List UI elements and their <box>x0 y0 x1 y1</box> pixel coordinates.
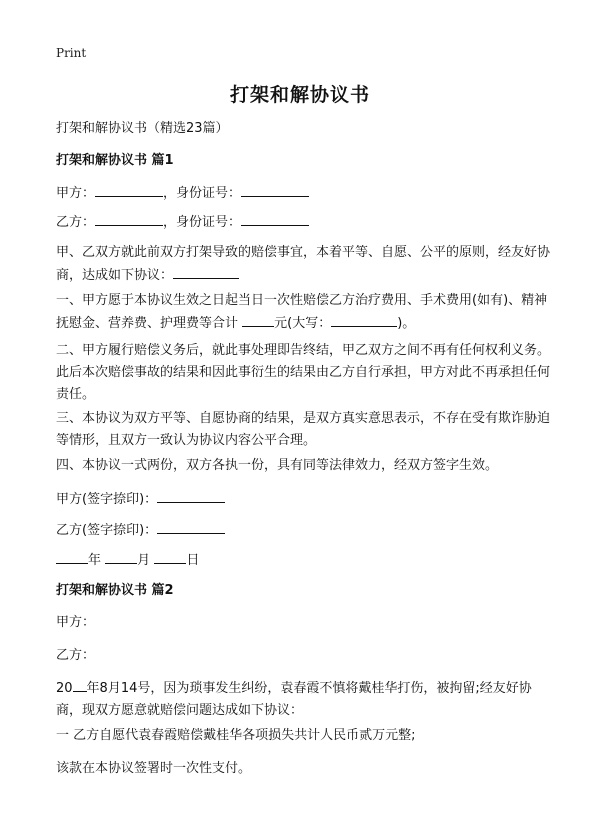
signature-b-line <box>56 519 556 542</box>
clause-3: 三、本协议为双方平等、自愿协商的结果，是双方真实意思表示，不存在受有欺诈胁迫等情形，且双方一致认为协议内容公平合理。 <box>56 411 551 448</box>
section2-party-b: 乙方： <box>56 648 96 663</box>
month-blank <box>105 549 137 564</box>
day-blank <box>154 549 186 564</box>
subtitle: 打架和解协议书（精选23篇） <box>56 121 229 136</box>
section2-party-a: 甲方： <box>56 615 96 630</box>
intro-blank <box>173 264 239 279</box>
party-b-line <box>56 211 556 234</box>
party-a-id-blank <box>241 182 309 197</box>
section2-paragraph-2: 一 乙方自愿代袁春霞赔偿戴桂华各项损失共计人民币贰万元整; <box>56 728 416 743</box>
party-a-label: 甲方： <box>56 186 96 201</box>
amount-words-blank <box>331 312 397 327</box>
party-a-id-label: ，身份证号： <box>163 186 242 201</box>
party-b-id-blank <box>241 211 309 226</box>
date-prefix: 20 <box>56 681 73 696</box>
clause-1-amount-label: 元(大写： <box>274 316 332 331</box>
day-label: 日 <box>186 553 200 568</box>
clause-4: 四、本协议一式两份，双方各执一份，具有同等法律效力，经双方签字生效。 <box>56 458 499 473</box>
intro-text: 甲、乙双方就此前双方打架导致的赔偿事宜，本着平等、自愿、公平的原则，经友好协商，达成如下协议： <box>56 245 551 283</box>
page-title: 打架和解协议书 <box>229 84 370 106</box>
signature-b-label: 乙方(签字捺印)： <box>56 523 158 538</box>
clause-1 <box>56 290 556 335</box>
year-label: 年 <box>88 553 102 568</box>
party-b-blank <box>95 211 163 226</box>
clause-1-end: )。 <box>397 316 416 331</box>
section2-paragraph-3: 该款在本协议签署时一次性支付。 <box>56 761 252 776</box>
print-link[interactable]: Print <box>56 46 87 60</box>
section2-paragraph-1 <box>56 677 556 722</box>
date-year-blank <box>73 677 87 692</box>
party-a-blank <box>95 182 163 197</box>
clause-1-text: 一、甲方愿于本协议生效之日起当日一次性赔偿乙方治疗费用、手术费用(如有)、精神抚慰金、营养费、护理费等合计 <box>56 293 548 331</box>
party-a-line <box>56 182 556 205</box>
signature-a-blank <box>157 488 225 503</box>
signature-b-blank <box>157 519 225 534</box>
section2-para1-text: 年8月14号，因为琐事发生纠纷，袁春霞不慎将戴桂华打伤，被拘留;经友好协商，现双方愿意就赔偿问题达成如下协议： <box>56 681 532 718</box>
clause-2: 二、甲方履行赔偿义务后，就此事处理即告终结，甲乙双方之间不再有任何权利义务。此后本次赔偿事故的结果和因此事衍生的结果由乙方自行承担，甲方对此不再承担任何责任。 <box>56 343 551 402</box>
amount-blank <box>242 312 274 327</box>
month-label: 月 <box>137 553 151 568</box>
section2-heading: 打架和解协议书 篇2 <box>56 583 174 598</box>
signature-a-label: 甲方(签字捺印)： <box>56 492 158 507</box>
signature-a-line <box>56 488 556 511</box>
year-blank <box>56 549 88 564</box>
party-b-id-label: ，身份证号： <box>163 215 242 230</box>
date-line <box>56 549 556 572</box>
party-b-label: 乙方： <box>56 215 96 230</box>
section1-heading: 打架和解协议书 篇1 <box>56 153 174 168</box>
intro-paragraph <box>56 242 556 287</box>
